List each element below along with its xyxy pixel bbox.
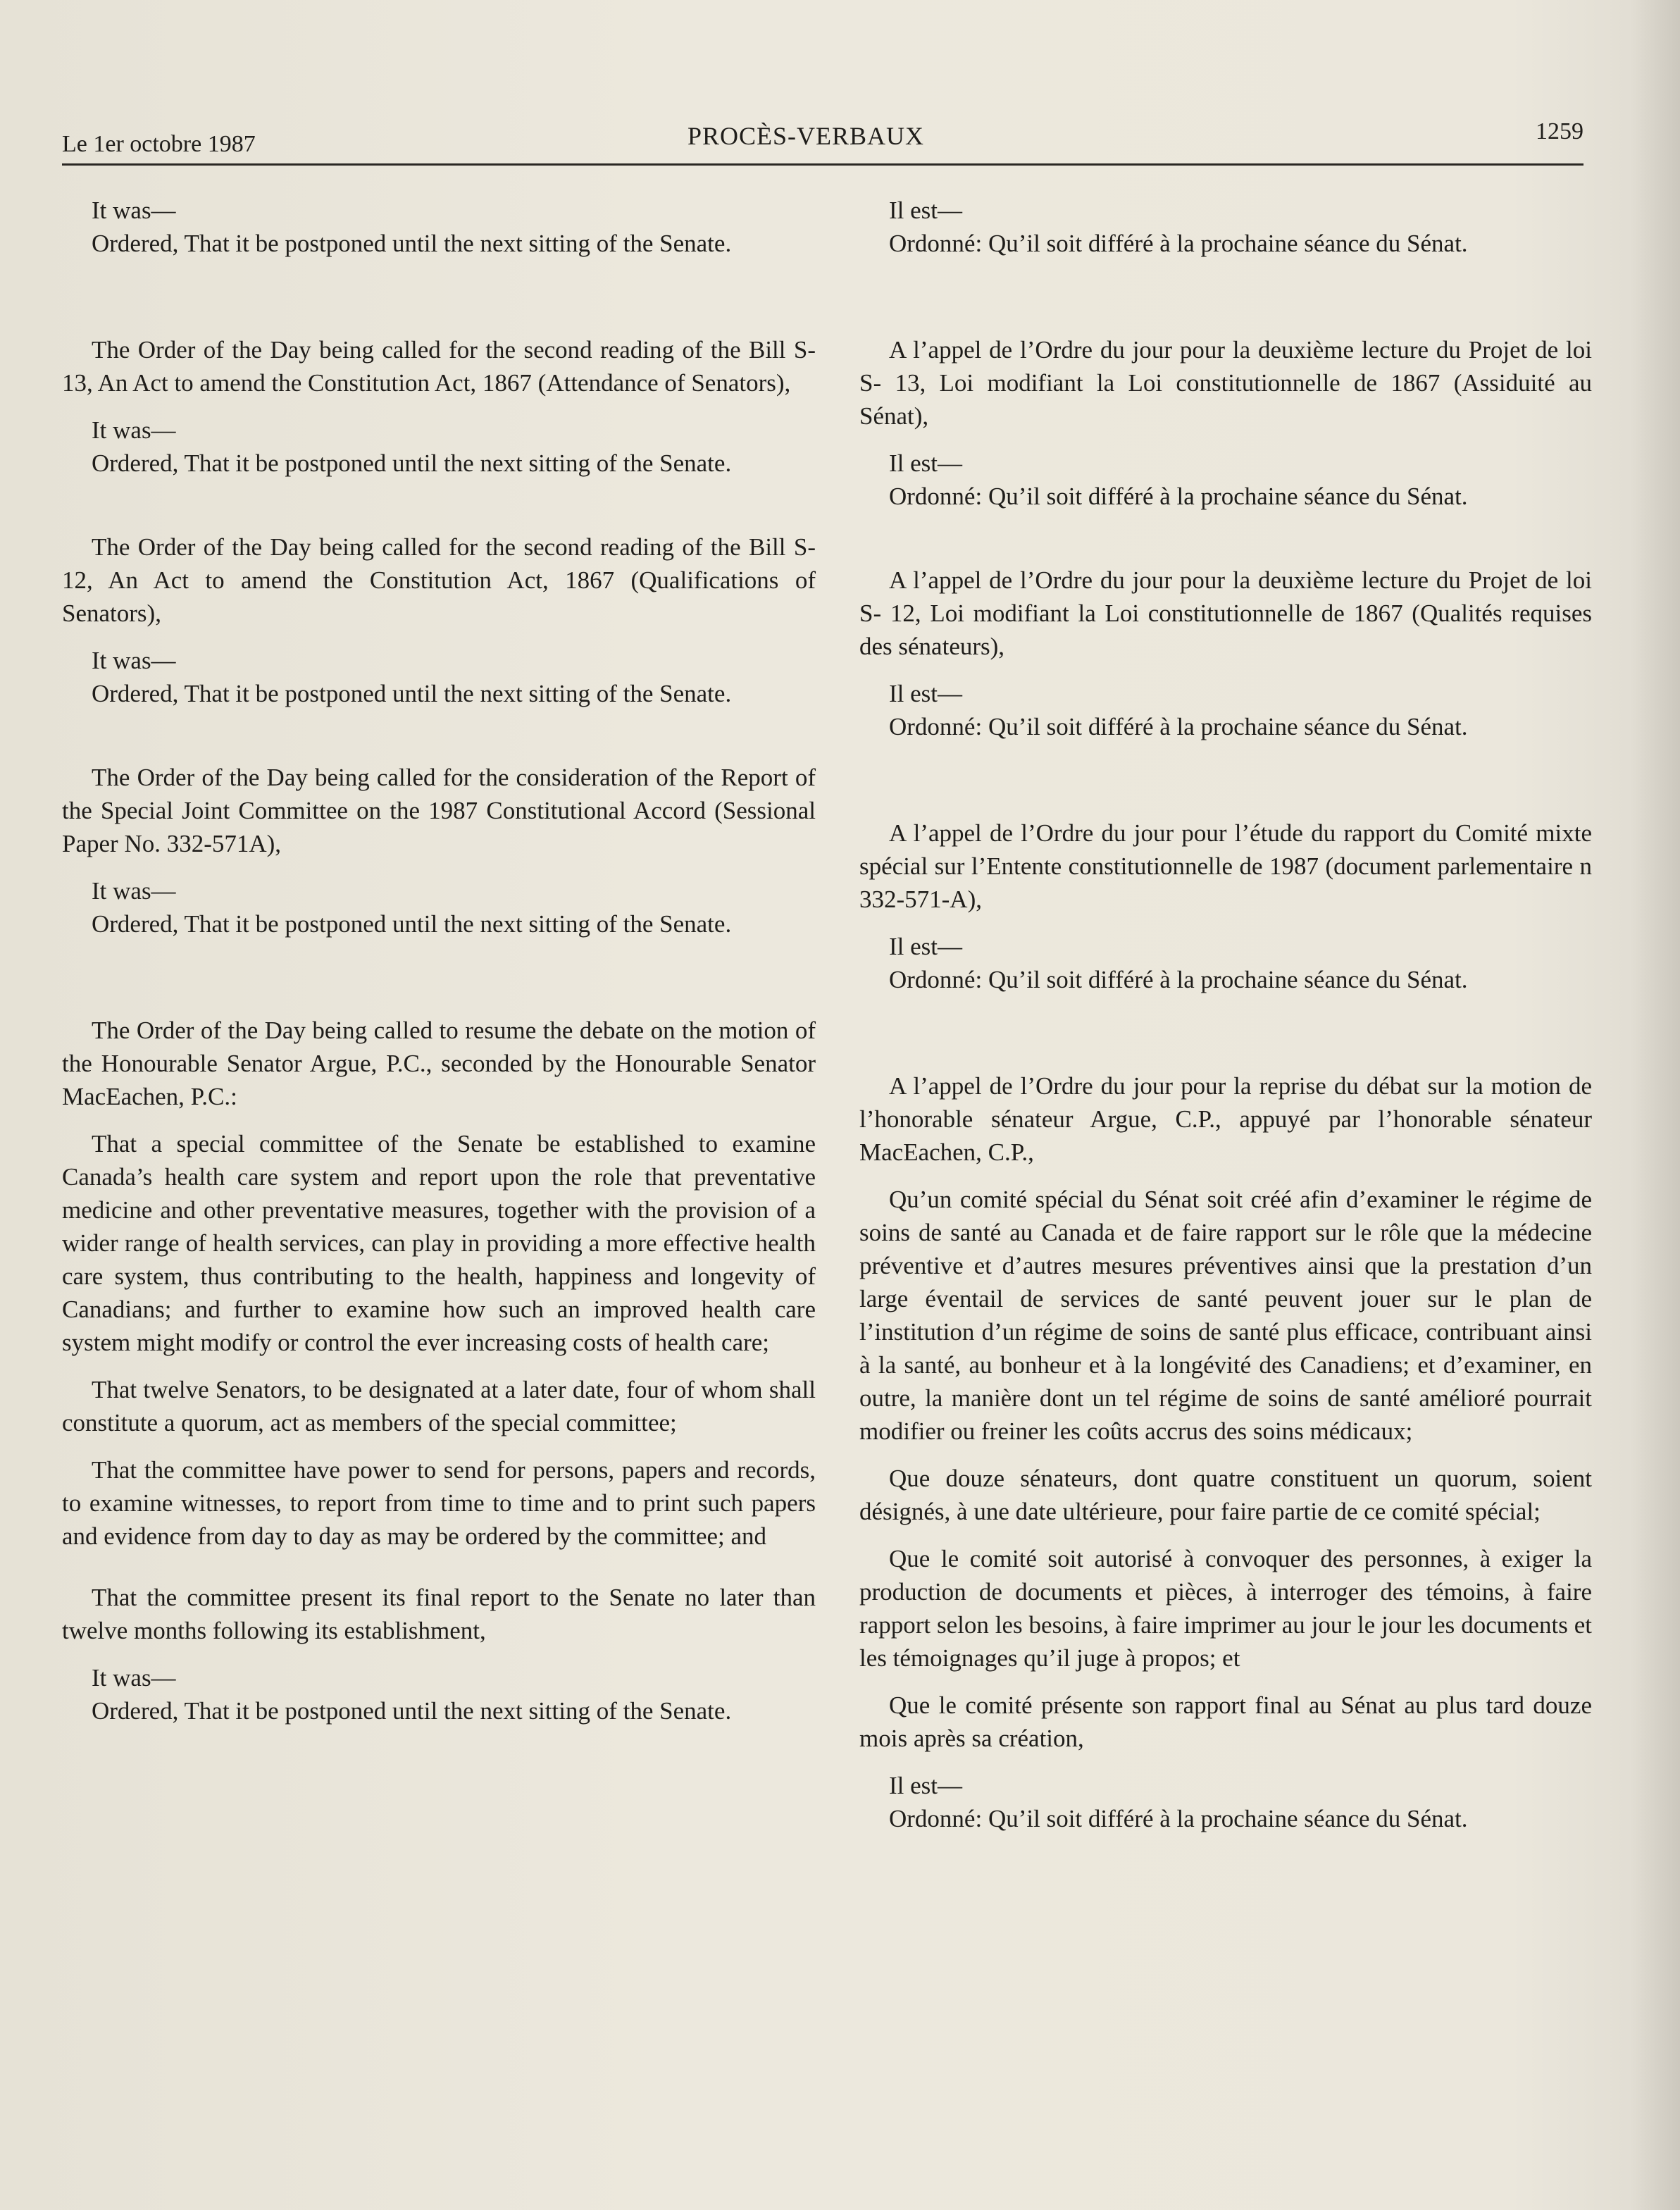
motion-paragraph: That twelve Senators, to be designated at a later date, four of whom shall constitute a quorum, act as members of the special committee; xyxy=(62,1376,816,1436)
it-was-label: It was— xyxy=(92,197,176,224)
ordered-text: Ordered, That it be postponed until the next sitting of the Senate. xyxy=(92,910,732,938)
ordre-du-jour-intro: A l’appel de l’Ordre du jour pour l’étude du rapport du Comité mixte spécial sur l’Entente constitutionnelle de 1987 (document parlementaire n 332-571-A), xyxy=(859,819,1592,913)
ordonne-text: Ordonné: Qu’il soit différé à la prochaine séance du Sénat. xyxy=(889,483,1468,510)
ordre-du-jour-intro: A l’appel de l’Ordre du jour pour la deuxième lecture du Projet de loi S- 12, Loi modifiant la Loi constitutionnelle de 1867 (Qualités requises des sénateurs), xyxy=(859,566,1592,660)
order-of-day-intro: The Order of the Day being called for the consideration of the Report of the Special Joint Committee on the 1987 Constitutional Accord (Sessional Paper No. 332-571A), xyxy=(62,764,816,857)
order-of-day-intro: The Order of the Day being called for the second reading of the Bill S-12, An Act to amend the Constitution Act, 1867 (Qualifications of Senators), xyxy=(62,533,816,627)
motion-paragraph: Qu’un comité spécial du Sénat soit créé afin d’examiner le régime de soins de santé au Canada et de faire rapport sur le rôle que la médecine préventive et d’autres mesures préventives ainsi que la prestation d’un large éventail de services de santé peuvent jouer sur le plan de l’institution d’un régime de soins de santé plus efficace, contribuant ainsi à la santé, au bonheur et à la longévité des Canadiens; et d’examiner, en outre, la manière dont un tel régime de soins de santé amélioré pourrait modifier ou freiner les coûts accrus des soins médicaux; xyxy=(859,1186,1592,1445)
order-of-day-intro: The Order of the Day being called to resume the debate on the motion of the Honourable Senator Argue, P.C., seconded by the Honourable Senator MacEachen, P.C.: xyxy=(62,1017,816,1110)
header-rule xyxy=(62,163,1583,166)
header-title: PROCÈS-VERBAUX xyxy=(687,122,925,150)
motion-paragraph: Que le comité présente son rapport final au Sénat au plus tard douze mois après sa création, xyxy=(859,1691,1592,1752)
page-edge-shadow xyxy=(1631,0,1680,2210)
english-column xyxy=(62,194,816,1727)
header-date: Le 1er octobre 1987 xyxy=(62,131,256,157)
ordered-text: Ordered, That it be postponed until the next sitting of the Senate. xyxy=(92,1697,732,1725)
il-est-label: Il est— xyxy=(889,933,963,960)
page-number: 1259 xyxy=(1536,118,1583,144)
ordonne-text: Ordonné: Qu’il soit différé à la prochaine séance du Sénat. xyxy=(889,966,1468,993)
ordre-du-jour-intro: A l’appel de l’Ordre du jour pour la reprise du débat sur la motion de l’honorable sénateur Argue, C.P., appuyé par l’honorable sénateur MacEachen, C.P., xyxy=(859,1072,1592,1166)
il-est-label: Il est— xyxy=(889,1772,963,1799)
il-est-label: Il est— xyxy=(889,680,963,707)
ordonne-text: Ordonné: Qu’il soit différé à la prochaine séance du Sénat. xyxy=(889,713,1468,740)
ordonne-text: Ordonné: Qu’il soit différé à la prochaine séance du Sénat. xyxy=(889,1805,1468,1832)
it-was-label: It was— xyxy=(92,647,176,674)
it-was-label: It was— xyxy=(92,416,176,444)
il-est-label: Il est— xyxy=(889,197,963,224)
ordre-du-jour-intro: A l’appel de l’Ordre du jour pour la deuxième lecture du Projet de loi S- 13, Loi modifiant la Loi constitutionnelle de 1867 (Assiduité au Sénat), xyxy=(859,336,1592,430)
motion-paragraph: Que douze sénateurs, dont quatre constituent un quorum, soient désignés, à une date ultérieure, pour faire partie de ce comité spécial; xyxy=(859,1465,1592,1525)
ordered-text: Ordered, That it be postponed until the next sitting of the Senate. xyxy=(92,449,732,477)
motion-paragraph: That the committee present its final report to the Senate no later than twelve months following its establishment, xyxy=(62,1584,816,1644)
french-column xyxy=(859,194,1592,1835)
motion-paragraph: Que le comité soit autorisé à convoquer des personnes, à exiger la production de documents et pièces, à interroger des témoins, à faire rapport selon les besoins, à faire imprimer au jour le jour les documents et les témoignages qu’il juge à propos; et xyxy=(859,1545,1592,1672)
motion-paragraph: That the committee have power to send for persons, papers and records, to examine witnesses, to report from time to time and to print such papers and evidence from day to day as may be ordered by the committee; and xyxy=(62,1456,816,1550)
ordonne-text: Ordonné: Qu’il soit différé à la prochaine séance du Sénat. xyxy=(889,230,1468,257)
motion-paragraph: That a special committee of the Senate be established to examine Canada’s health care system and report upon the role that preventative medicine and other preventative measures, together with the provision of a wider range of health services, can play in providing a more effective health care system, thus contributing to the health, happiness and longevity of Canadians; and further to examine how such an improved health care system might modify or control the ever increasing costs of health care; xyxy=(62,1130,816,1356)
page-header xyxy=(62,118,1583,168)
ordered-text: Ordered, That it be postponed until the next sitting of the Senate. xyxy=(92,680,732,707)
it-was-label: It was— xyxy=(92,877,176,905)
it-was-label: It was— xyxy=(92,1664,176,1691)
order-of-day-intro: The Order of the Day being called for the second reading of the Bill S-13, An Act to amend the Constitution Act, 1867 (Attendance of Senators), xyxy=(62,336,816,397)
il-est-label: Il est— xyxy=(889,449,963,477)
ordered-text: Ordered, That it be postponed until the next sitting of the Senate. xyxy=(92,230,732,257)
